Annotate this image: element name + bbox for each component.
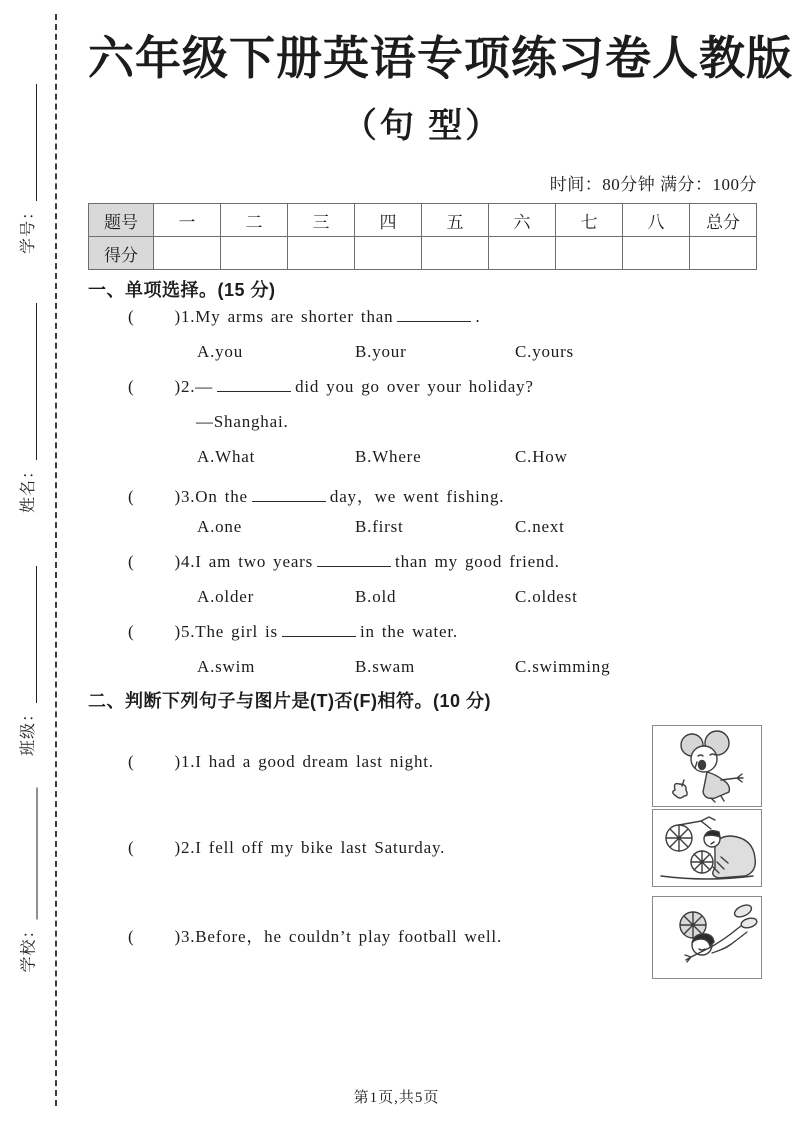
margin-field-student-id [15,84,41,254]
score-table-header-cell: 七 [556,204,623,237]
answer-paren-open: ( [128,307,135,326]
boy-fallen-off-bike-illustration [655,812,759,884]
question-text-pre: — [195,377,214,396]
margin-field-school [16,788,42,973]
answer-paren-close: ) [174,838,181,857]
question-number: 4. [180,552,196,571]
score-cell [221,237,288,270]
dialogue-reply-text: —Shanghai. [196,412,289,431]
question-text-post: did you go over your holiday? [295,377,534,396]
name-underline [20,303,37,460]
option-b: B.swam [355,657,416,676]
question-text-pre: My arms are shorter than [195,307,394,326]
question-text-post: day，we went fishing. [329,487,505,506]
question-text-pre: On the [195,487,248,506]
option-b: B.first [355,517,404,536]
option-c: C.How [515,447,568,466]
question-text-pre: The girl is [195,622,278,641]
answer-paren-open: ( [128,622,135,641]
illustration-box-3 [652,896,762,979]
option-c: C.next [515,517,565,536]
score-table-header-cell: 六 [489,204,556,237]
page-title: 六年级下册英语专项练习卷人教版 [88,33,793,84]
score-cell [623,237,690,270]
answer-paren-open: ( [128,752,135,771]
answer-paren-open: ( [128,927,135,946]
class-underline [20,566,37,703]
question-number: 2. [180,377,196,396]
question-text-post: in the water. [359,622,458,641]
question-line-5 [88,622,788,642]
score-table-header-cell: 二 [221,204,288,237]
class-label: 班级： [20,704,37,756]
margin-field-name [15,303,41,513]
margin-field-class [15,566,41,756]
score-table [88,203,757,270]
statement-text: Before，he couldn’t play football well. [195,927,503,946]
answer-paren-close: ) [174,307,181,326]
score-table-header-row [89,204,757,237]
illustration-box-1 [652,725,762,807]
girl-crying-after-bad-dream-illustration [655,728,759,804]
student-id-underline [20,84,37,201]
statement-text: I had a good dream last night. [195,752,434,771]
exam-time-score-meta: 时间：80分钟 满分：100分 [549,175,757,194]
question-number: 3. [180,487,196,506]
blank-line [217,377,291,392]
question-text-post: than my good friend. [395,552,560,571]
section2-heading: 二、判断下列句子与图片是(T)否(F)相符。(10 分) [88,691,491,711]
score-table-header-cell: 一 [154,204,221,237]
option-c: C.yours [515,342,574,361]
answer-paren-close: ) [174,552,181,571]
statement-number: 2. [180,838,196,857]
option-a: A.older [197,587,255,606]
name-label: 姓名： [20,461,37,513]
question-line-3 [88,482,788,507]
student-id-label: 学号： [20,202,37,254]
page-footer: 第1页,共5页 [353,1090,440,1106]
option-a: A.you [197,342,244,361]
statement-text: I fell off my bike last Saturday. [195,838,446,857]
question-line-1 [88,307,788,327]
boy-diving-with-basketball-illustration [655,899,759,976]
question-number: 1. [180,307,196,326]
question-line-2 [88,377,788,397]
score-row-label-cell: 得分 [89,237,154,270]
score-table-header-cell: 四 [355,204,422,237]
score-table-header-cell: 五 [422,204,489,237]
statement-number: 3. [180,927,196,946]
school-label: 学校： [20,921,38,973]
option-c: C.swimming [515,657,611,676]
score-table-header-cell: 三 [288,204,355,237]
score-cell [690,237,757,270]
answer-paren-open: ( [128,552,135,571]
question-line-4 [88,552,788,572]
school-underline [21,788,38,920]
option-a: A.one [197,517,243,536]
score-cell [355,237,422,270]
score-cell [489,237,556,270]
answer-paren-open: ( [128,838,135,857]
blank-line [397,307,471,322]
answer-paren-open: ( [128,487,135,506]
option-b: B.old [355,587,397,606]
blank-line [252,487,326,502]
answer-paren-close: ) [174,622,181,641]
answer-paren-close: ) [174,487,181,506]
blank-line [317,552,391,567]
option-b: B.your [355,342,407,361]
score-cell [288,237,355,270]
binding-dashed-line [55,14,57,1106]
statement-number: 1. [180,752,196,771]
exam-subtitle: （句 型） [342,108,503,145]
score-cell [422,237,489,270]
answer-paren-close: ) [174,752,181,771]
answer-paren-close: ) [174,377,181,396]
score-cell [154,237,221,270]
option-c: C.oldest [515,587,578,606]
illustration-box-2 [652,809,762,887]
question-2-answer-line [88,412,788,432]
option-a: A.What [197,447,256,466]
score-table-header-cell: 总分 [690,204,757,237]
score-table-header-cell: 八 [623,204,690,237]
score-table-score-row [89,237,757,270]
option-b: B.Where [355,447,422,466]
option-a: A.swim [197,657,256,676]
answer-paren-open: ( [128,377,135,396]
score-cell [556,237,623,270]
question-text-post: . [475,307,481,326]
answer-paren-close: ) [174,927,181,946]
question-text-pre: I am two years [195,552,314,571]
blank-line [282,622,356,637]
question-number: 5. [180,622,196,641]
section1-heading: 一、单项选择。(15 分) [88,280,276,300]
score-table-corner-cell: 题号 [89,204,154,237]
